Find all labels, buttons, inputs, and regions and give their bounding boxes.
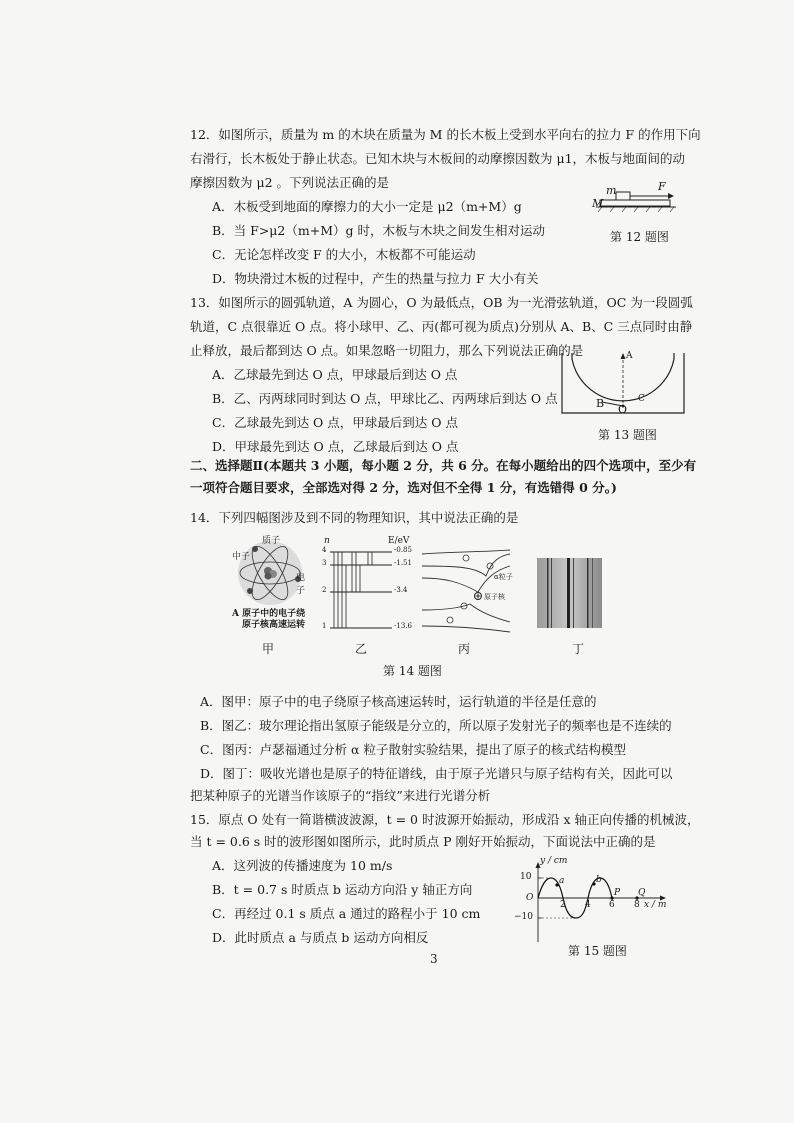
q14-label-yi: 乙	[355, 642, 368, 656]
q14-atom-proton: 质子	[262, 536, 281, 546]
q13-option-c: C．乙球最先到达 O 点，甲球最后到达 O 点	[212, 415, 458, 430]
q15-point-a: a	[559, 876, 565, 886]
q14-label-bing: 丙	[458, 642, 471, 656]
q15-y-tick-10: 10	[520, 872, 532, 882]
q13-caption: 第 13 题图	[598, 428, 657, 442]
q13-option-b: B．乙、丙两球同时到达 O 点，甲球比乙、丙两球后到达 O 点	[212, 391, 558, 406]
q14-atom-caption-1: A 原子中的电子绕	[232, 609, 306, 619]
section2-header-line-1: 二、选择题Ⅱ(本题共 3 小题，每小题 2 分，共 6 分。在每小题给出的四个选项中，至少有	[190, 458, 697, 473]
q14-option-b: B．图乙：玻尔理论指出氢原子能级是分立的，所以原子发射光子的频率也是不连续的	[200, 718, 672, 733]
q14-option-a: A．图甲：原子中的电子绕原子核高速运转时，运行轨道的半径是任意的	[200, 694, 597, 709]
q14-figure-absorption-spectrum	[537, 558, 602, 628]
q12-label-m: m	[606, 184, 617, 197]
q15-point-Q: Q	[638, 888, 646, 898]
q15-option-c: C．再经过 0.1 s 质点 a 通过的路程小于 10 cm	[212, 906, 481, 921]
q12-option-a: A．木板受到地面的摩擦力的大小一定是 μ2（m+M）g	[212, 199, 522, 214]
q14-option-d-line-2: 把某种原子的光谱当作该原子的“指纹”来进行光谱分析	[190, 788, 491, 803]
q13-figure	[558, 347, 688, 417]
q13-stem-line-1: 13．如图所示的圆弧轨道，A 为圆心，O 为最低点，OB 为一光滑弦轨道，OC 为一段圆弧	[190, 295, 693, 310]
q13-label-A: A	[626, 351, 633, 361]
q12-caption: 第 12 题图	[610, 230, 669, 244]
q13-option-a: A．乙球最先到达 O 点，甲球最后到达 O 点	[212, 367, 458, 382]
q12-label-M: M	[592, 197, 604, 210]
q15-x-tick-8: 8	[634, 900, 640, 910]
q14-scatter-alpha: α粒子	[494, 573, 513, 581]
q15-x-tick-6: 6	[609, 900, 615, 910]
q14-caption: 第 14 题图	[383, 664, 442, 678]
q12-stem-line-3: 摩擦因数为 μ2 。下列说法正确的是	[190, 175, 390, 190]
q12-label-F: F	[658, 180, 666, 193]
q14-levels-n4: 4	[322, 546, 327, 554]
q15-stem-line-1: 15．原点 O 处有一简谐横波波源，t = 0 时波源开始振动，形成沿 x 轴正向传播的机械波，	[190, 812, 700, 827]
q12-option-b: B．当 F>μ2（m+M）g 时，木板与木块之间发生相对运动	[212, 223, 545, 238]
q13-label-O: O	[618, 403, 628, 416]
q15-option-d: D．此时质点 a 与质点 b 运动方向相反	[212, 930, 429, 945]
q15-origin-label: O	[526, 893, 534, 903]
q14-option-c: C．图丙：卢瑟福通过分析 α 粒子散射实验结果，提出了原子的核式结构模型	[200, 742, 626, 757]
q13-label-C: C	[638, 394, 645, 404]
q15-x-tick-4: 4	[585, 900, 591, 910]
q14-figure-alpha-scattering	[420, 548, 515, 633]
q15-stem-line-2: 当 t = 0.6 s 时的波形图如图所示，此时质点 P 刚好开始振动，下面说法中正确的是	[190, 834, 656, 849]
q15-wave-graph	[514, 856, 668, 945]
q14-atom-neutron: 中子	[232, 552, 251, 562]
q14-atom-caption-2: 原子核高速运转	[242, 620, 306, 630]
q14-label-jia: 甲	[262, 642, 275, 656]
q14-levels-e4: -0.85	[394, 546, 412, 554]
q15-option-a: A．这列波的传播速度为 10 m/s	[212, 858, 393, 873]
q14-figure-atom	[232, 535, 310, 633]
q14-atom-electron: 电子	[296, 573, 306, 596]
page-number: 3	[430, 952, 438, 966]
q12-option-d: D．物块滑过木板的过程中，产生的热量与拉力 F 大小有关	[212, 271, 539, 286]
q15-point-P: P	[614, 888, 621, 898]
q15-y-axis-label: y / cm	[540, 856, 568, 866]
q15-x-tick-2: 2	[560, 900, 566, 910]
q12-figure	[592, 180, 682, 214]
q13-stem-line-2: 轨道，C 点很靠近 O 点。将小球甲、乙、丙(都可视为质点)分别从 A、B、C 三点同时由静	[190, 319, 693, 334]
q12-stem-line-1: 12．如图所示，质量为 m 的木块在质量为 M 的长木板上受到水平向右的拉力 F 的作用下向	[190, 127, 701, 142]
q13-label-B: B	[596, 397, 605, 410]
q15-point-b: b	[596, 875, 602, 885]
q14-levels-n1: 1	[322, 622, 327, 630]
q14-scatter-nucleus: 原子核	[484, 593, 505, 601]
q14-levels-e-label: E/eV	[388, 536, 410, 546]
q15-x-axis-label: x / m	[644, 900, 667, 910]
q14-figure-energy-levels	[322, 536, 412, 636]
q14-levels-e3: -1.51	[394, 559, 412, 567]
q15-y-tick-minus-10: −10	[514, 912, 533, 922]
q14-option-d-line-1: D．图丁：吸收光谱也是原子的特征谱线，由于原子光谱只与原子结构有关，因此可以	[200, 766, 673, 781]
q14-label-ding: 丁	[572, 642, 585, 656]
q14-levels-n3: 3	[322, 559, 327, 567]
q13-stem-line-3: 止释放，最后都到达 O 点。如果忽略一切阻力，那么下列说法正确的是	[190, 343, 584, 358]
q12-stem-line-2: 右滑行，长木板处于静止状态。已知木块与木板间的动摩擦因数为 μ1，木板与地面间的动	[190, 151, 686, 166]
q14-levels-n-label: n	[324, 536, 330, 546]
q14-levels-e2: -3.4	[394, 586, 408, 594]
q14-levels-e1: -13.6	[394, 622, 412, 630]
q14-stem: 14．下列四幅图涉及到不同的物理知识，其中说法正确的是	[190, 510, 519, 525]
q13-option-d: D．甲球最先到达 O 点，乙球最后到达 O 点	[212, 439, 459, 454]
q15-caption: 第 15 题图	[568, 944, 627, 958]
q12-option-c: C．无论怎样改变 F 的大小，木板都不可能运动	[212, 247, 476, 262]
q15-option-b: B．t = 0.7 s 时质点 b 运动方向沿 y 轴正方向	[212, 882, 473, 897]
q14-levels-n2: 2	[322, 586, 327, 594]
section2-header-line-2: 一项符合题目要求，全部选对得 2 分，选对但不全得 1 分，有选错得 0 分。)	[190, 480, 617, 495]
